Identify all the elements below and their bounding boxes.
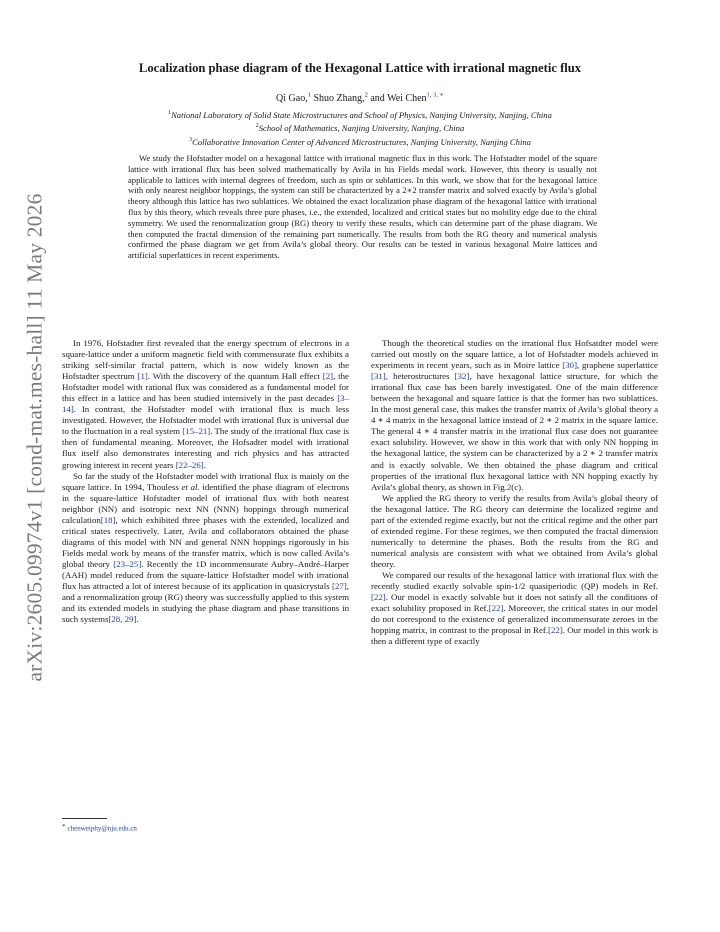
citation-link[interactable]: [3–14] [62,393,349,415]
left-column [62,338,349,625]
citation-link[interactable]: [23–25] [113,558,142,569]
citation-link[interactable]: 2 [506,481,512,492]
paragraph-text: . Our model in this work is then a different type of exactly [371,625,658,647]
paragraph [371,338,658,493]
arxiv-identifier [16,195,54,680]
affiliation-3: $^3$Collaborative Innovation Center of Advanced Microstructures, Nanjing University, Nanjing China [189,136,531,147]
paragraph-text: . In contrast, the Hofstadter model with irrational flux is much less investigated. However, the Hofstadter model with irrational flux is universal due to the fluctuation in a real system [62,404,349,437]
paragraph-text: . Recently the 1D incommensurate Aubry–André–Harper (AAH) model reduced from the square-lattice Hofstadter model with irrational flux has attracted a lot of interest because of its application in quasicrystals [62,558,349,592]
footnote-mark: ∗ [62,823,66,829]
affiliations [60,108,660,148]
author-1: Qi Gao,$^1$ [276,92,311,105]
citation-link[interactable]: [1] [137,371,148,382]
citation-link[interactable]: [15–21] [182,426,211,437]
paragraph-text: , the Hofstadter model with rational flux was considered as a fundamental model for this effect in a lattice and has been studied intensively in the past decades [62,371,349,404]
author-list [60,91,660,104]
paragraph [371,570,658,647]
paragraph-text: We applied the RG theory to verify the results from Avila’s global theory of the hexagonal lattice. The RG theory can determine the localized regime and part of the extended regime exactly, but not the critical regime and the other part of extended regime. For these regimes, we then computed the fractal dimension numerically to determine the phases. Both the results from the RG and numerical analysis are consistent with what we obtained from Avila’s global theory. [371,492,658,569]
paragraph-text: . With the discovery of the quantum Hall effect [147,371,323,382]
citation-link[interactable]: [27] [332,581,347,592]
paper-title: Localization phase diagram of the Hexagonal Lattice with irrational magnetic flux [138,61,582,75]
footnote-rule [62,818,107,819]
citation-link[interactable]: [22–26] [175,459,204,470]
paragraph-text: . The study of the irrational flux case is then of fundamental meaning. Moreover, the Hofsadter model with irrational flux itself also demonstrates interesting and rich physics and has attracted growing interest in recent years [62,426,349,470]
footnote [62,823,137,832]
citation-link[interactable]: [31] [371,371,386,382]
paragraph-text: , and a renormalization group (RG) theory was successfully applied to this system and its extended models in studying the phase diagram and phase transitions in such systems [62,581,349,625]
paragraph-text: identified the phase diagram of electrons in the square-lattice Hofstadter model of irrational flux with both nearest neighbor (NN) and isotropic next NN (NNN) hoppings through numerical calculation [62,481,350,525]
paragraph-text: . [203,459,206,470]
paragraph-text: , have hexagonal lattice structure, for which the irrational flux case has been barely investigated. One of the main difference between the hexagonal and square lattice is that the former has two sublattices. In the most general case, this makes the transfer matrix of Avila’s global theory a 4 ∗ 4 matrix in the hexagonal lattice instead of 2 ∗ 2 matrix in the square lattice. The general 4 ∗ 4 transfer matrix in the irrational flux case does not guarantee exact solubility. However, we show in this work that with only NN hopping in the hexagonal lattice, the system can be characterized by a 2 ∗ 2 transfer matrix and is exactly solvable. We then obtained the phase diagram and critical properties of the irrational flux hexagonal lattice with NN hopping exactly by Avila’s global theory, as shown in Fig. [371,371,658,492]
author-3: and Wei Chen$^{1, 3, ∗}$ [370,92,444,105]
citation-link[interactable]: [28, 29] [108,614,137,625]
author-email-link[interactable]: chenweiphy@nju.edu.cn [67,824,137,833]
paragraph-text: Though the theoretical studies on the irrational flux Hofsatdter model were carried out mostly on the square lattice, a lot of Hofstadter models achieved in experiments in recent years, such as in Moire lattice [371,338,658,371]
citation-link[interactable]: [2] [322,371,334,382]
paragraph-text: In 1976, Hofstadter first revealed that the energy spectrum of electrons in a square-lattice under a uniform magnetic field with commensurate flux exhibits a striking self-similar fractal pattern, which is now widely known as the Hofstadter spectrum [62,338,349,382]
citation-link[interactable]: [22] [488,603,504,614]
paragraph-text: So far the study of the Hofstadter model with irrational flux is mainly on the square lattice. In 1994, Thouless [62,470,349,492]
citation-link[interactable]: [18] [100,514,116,525]
paragraph [371,493,658,570]
abstract: We study the Hofstadter model on a hexagonal lattice with irrational magnetic flux in this work. The Hofstadter model of the square lattice with irrational flux has been solved mathematically by Avila in his Fields medal work. However, this theory is usually not applicable to lattices with internal degrees of freedom, such as spin or sublattices. In this work, we show that for the hexagonal lattice with only nearest neighbor hoppings, the system can still be characterized by a 2∗2 transfer matrix and solved exactly by Avila’s global theory although this lattice has two sublattices. We obtained the exact localization phase diagram of the hexagonal lattice with irrational flux by this theory, which reveals three pure phases, i.e., the extended, localized and critical states but no mobility edge due to the chiral symmetry. We used the renormalization group (RG) theory to verify these results, which can determine part of the phase diagram. We then computed the fractal dimension of the remaining part numerically. The results from both the RG theory and numerical analysis confirmed the phase diagram we get from Avila’s global theory. Our results can be tested in various hexagonal Moire lattices and artificial superlattices in recent experiments. [128,153,597,261]
citation-link[interactable]: [32] [454,371,470,382]
paragraph-text: . Moreover, the critical states in our model do not correspond to the existence of generalized incommensurate zeroes in the hopping matrix, in contrast to the proposal in Ref. [371,603,658,636]
citation-link[interactable]: [22] [371,592,386,603]
paragraph-text: , which exhibited three phases with the extended, localized and critical states respectively. Later, Avila and collaborators obtained the phase diagrams of this model with NN and general NNN hoppings rigorously in his Fields medal work by means of the transfer matrix, which is now called Avila’s global theory [62,514,349,569]
paragraph-text: , graphene superlattice [577,360,658,371]
author-2: Shuo Zhang,$^2$ [313,92,368,105]
paragraph-text: . Our model is exactly solvable but it does not satisfy all the conditions of exact solubility proposed in Ref. [371,592,658,614]
arxiv-identifier-text: arXiv:2605.09974v1 [cond-mat.mes-hall] 11 May 2026 [22,193,47,682]
corresponding-author-mark[interactable]: 1, 3, ∗ [426,92,444,99]
paragraph [62,338,349,471]
paragraph-text: We compared our results of the hexagonal lattice with irrational flux with the recently studied exactly solvable spin-1/2 quasiperiodic (QP) models in Ref. [371,569,658,592]
paragraph [62,471,349,626]
right-column [371,338,658,647]
affiliation-2: $^2$School of Mathematics, Nanjing University, Nanjing, China [255,123,465,134]
paragraph-text: (c). [511,481,524,492]
paragraph-text: et al. [181,481,200,492]
paragraph-text: . [136,614,139,625]
affiliation-1: $^1$National Laboratory of Solid State Microstructures and School of Physics, Nanjing University, Nanjing, China [168,109,552,120]
paragraph-text: , heterostructures [385,371,455,382]
citation-link[interactable]: [22] [548,625,563,636]
citation-link[interactable]: [30] [562,360,578,371]
